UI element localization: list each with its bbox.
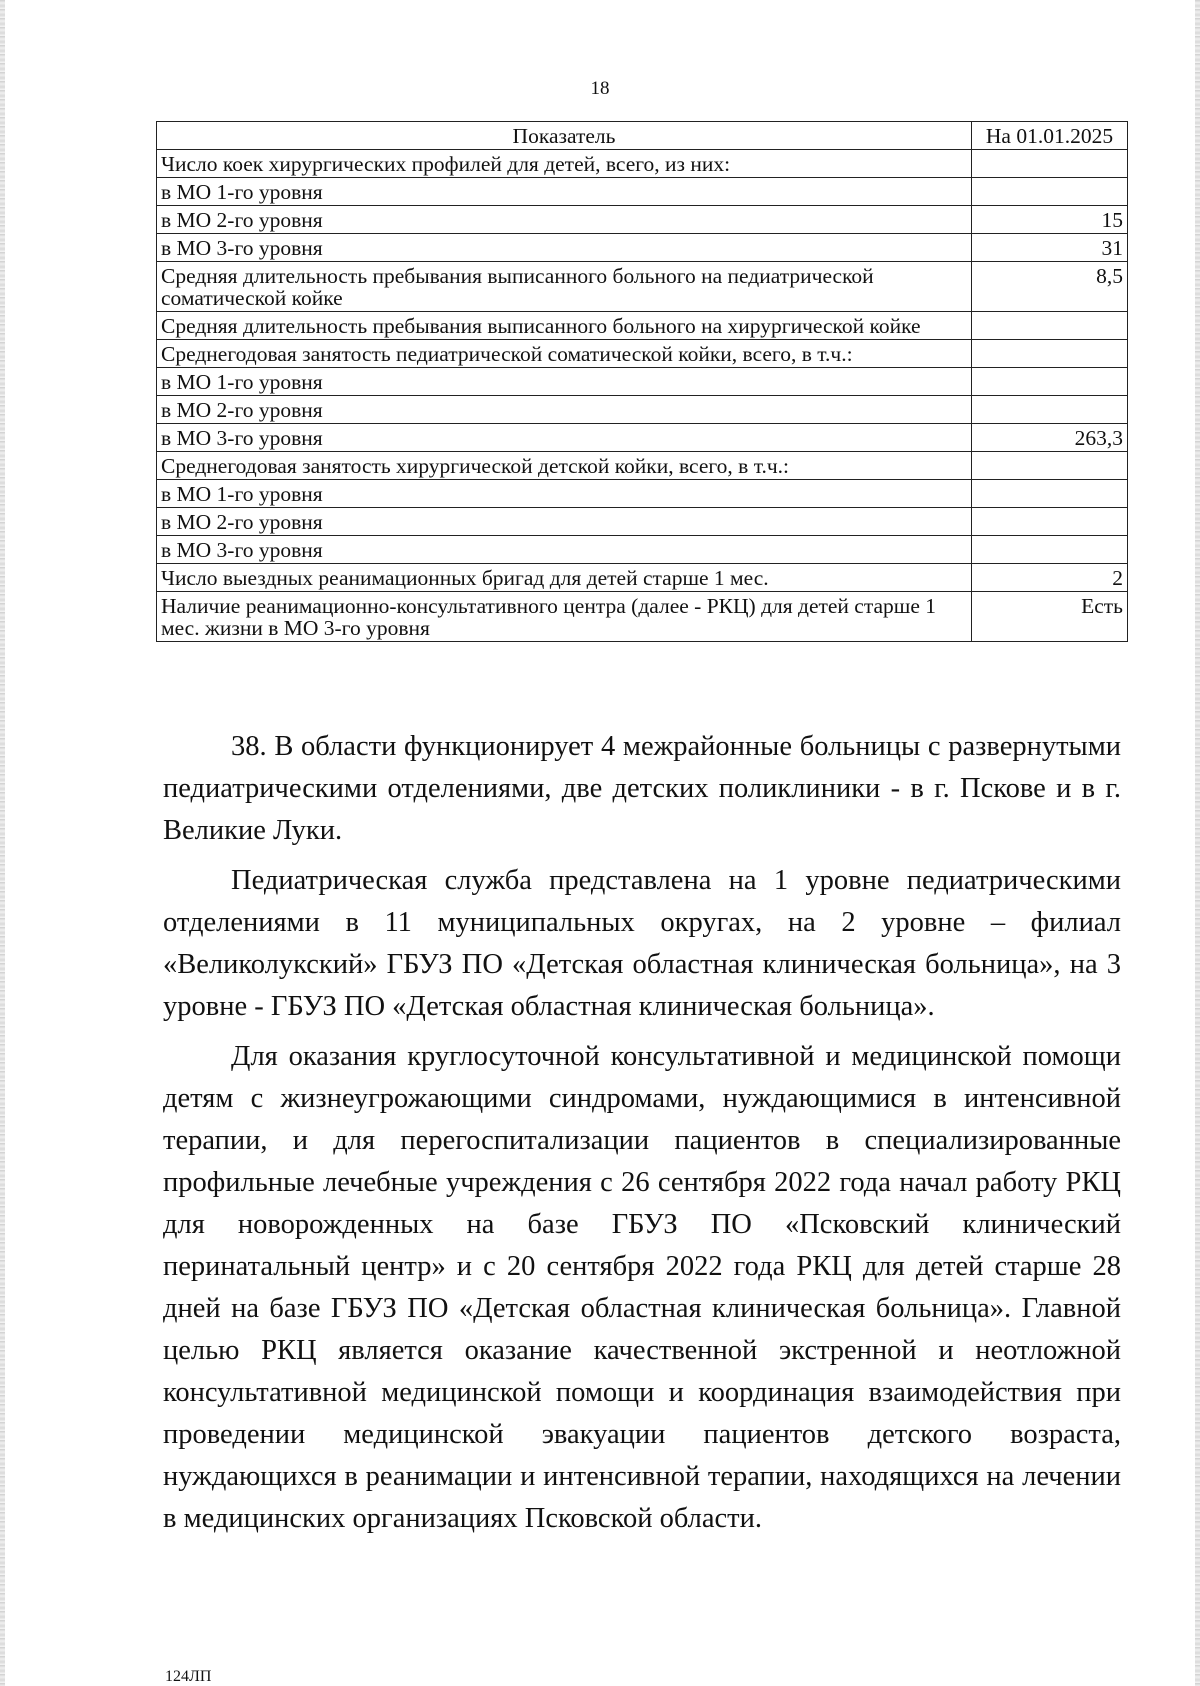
paragraph-pediatric-service: Педиатрическая служба представлена на 1 уровне педиатрическими отделениями в 11 муниципальных округах, на 2 уровне – филиал «Великолукский» ГБУЗ ПО «Детская областная клиническая больница», на 3 уровне - ГБУЗ ПО «Детская областная клиническая больница». — [163, 865, 1121, 1022]
row-label: Средняя длительность пребывания выписанного больного на педиатрической соматической койке — [157, 262, 972, 312]
paragraph-rkc: Для оказания круглосуточной консультативной и медицинской помощи детям с жизнеугрожающими синдромами, нуждающимися в интенсивной терапии, и для перегоспитализации пациентов в специализированные профильные лечебные учреждения с 26 сентября 2022 года начал работу РКЦ для новорожденных на базе ГБУЗ ПО «Псковский клинический перинатальный центр» и с 20 сентября 2022 года РКЦ для детей старше 28 дней на базе ГБУЗ ПО «Детская областная клиническая больница». Главной целью РКЦ является оказание качественной экстренной и неотложной консультативной медицинской помощи и координация взаимодействия при проведении медицинской эвакуации пациентов детского возраста, нуждающихся в реанимации и интенсивной терапии, находящихся на лечении в медицинских организациях Псковской области. — [163, 1041, 1121, 1534]
row-value: Есть — [972, 592, 1128, 642]
row-value: 263,3 — [972, 424, 1128, 452]
table-row — [157, 452, 1128, 480]
row-label: в МО 2-го уровня — [157, 508, 972, 536]
row-value — [972, 536, 1128, 564]
table-header-row — [157, 122, 1128, 150]
table-row — [157, 262, 1128, 312]
table-row — [157, 206, 1128, 234]
row-value: 31 — [972, 234, 1128, 262]
table-row — [157, 150, 1128, 178]
row-value — [972, 508, 1128, 536]
row-label: в МО 1-го уровня — [157, 368, 972, 396]
row-label: в МО 3-го уровня — [157, 234, 972, 262]
row-label: в МО 2-го уровня — [157, 396, 972, 424]
row-label: Среднегодовая занятость педиатрической соматической койки, всего, в т.ч.: — [157, 340, 972, 368]
row-label: Средняя длительность пребывания выписанного больного на хирургической койке — [157, 312, 972, 340]
table-row — [157, 564, 1128, 592]
table-row — [157, 312, 1128, 340]
row-value — [972, 340, 1128, 368]
row-label: Число выездных реанимационных бригад для детей старше 1 мес. — [157, 564, 972, 592]
table-row — [157, 396, 1128, 424]
table-row — [157, 508, 1128, 536]
row-label: Число коек хирургических профилей для детей, всего, из них: — [157, 150, 972, 178]
row-value: 8,5 — [972, 262, 1128, 312]
page-number: 18 — [590, 78, 610, 99]
table-row — [157, 592, 1128, 642]
row-value — [972, 480, 1128, 508]
row-label: Среднегодовая занятость хирургической детской койки, всего, в т.ч.: — [157, 452, 972, 480]
row-value: 2 — [972, 564, 1128, 592]
table-row — [157, 178, 1128, 206]
indicators-table — [156, 121, 1128, 642]
row-value — [972, 368, 1128, 396]
body-text — [163, 726, 1121, 1548]
row-value: 15 — [972, 206, 1128, 234]
table-row — [157, 340, 1128, 368]
row-label: Наличие реанимационно-консультативного центра (далее - РКЦ) для детей старше 1 мес. жизни в МО 3-го уровня — [157, 592, 972, 642]
row-label: в МО 3-го уровня — [157, 424, 972, 452]
scan-edge-left — [0, 0, 5, 1686]
document-code: 124ЛП — [165, 1668, 212, 1685]
row-label: в МО 1-го уровня — [157, 178, 972, 206]
table-row — [157, 480, 1128, 508]
row-label: в МО 2-го уровня — [157, 206, 972, 234]
header-indicator: Показатель — [157, 122, 972, 150]
paragraph-38: 38. В области функционирует 4 межрайонные больницы с развернутыми педиатрическими отделениями, две детских поликлиники - в г. Пскове и в г. Великие Луки. — [163, 731, 1121, 846]
row-value — [972, 396, 1128, 424]
table-row — [157, 234, 1128, 262]
scan-edge-right — [1195, 0, 1200, 1686]
row-value — [972, 312, 1128, 340]
table-row — [157, 368, 1128, 396]
row-label: в МО 1-го уровня — [157, 480, 972, 508]
row-value — [972, 150, 1128, 178]
table-row — [157, 424, 1128, 452]
header-date: На 01.01.2025 — [972, 122, 1128, 150]
row-value — [972, 452, 1128, 480]
row-label: в МО 3-го уровня — [157, 536, 972, 564]
row-value — [972, 178, 1128, 206]
table-row — [157, 536, 1128, 564]
